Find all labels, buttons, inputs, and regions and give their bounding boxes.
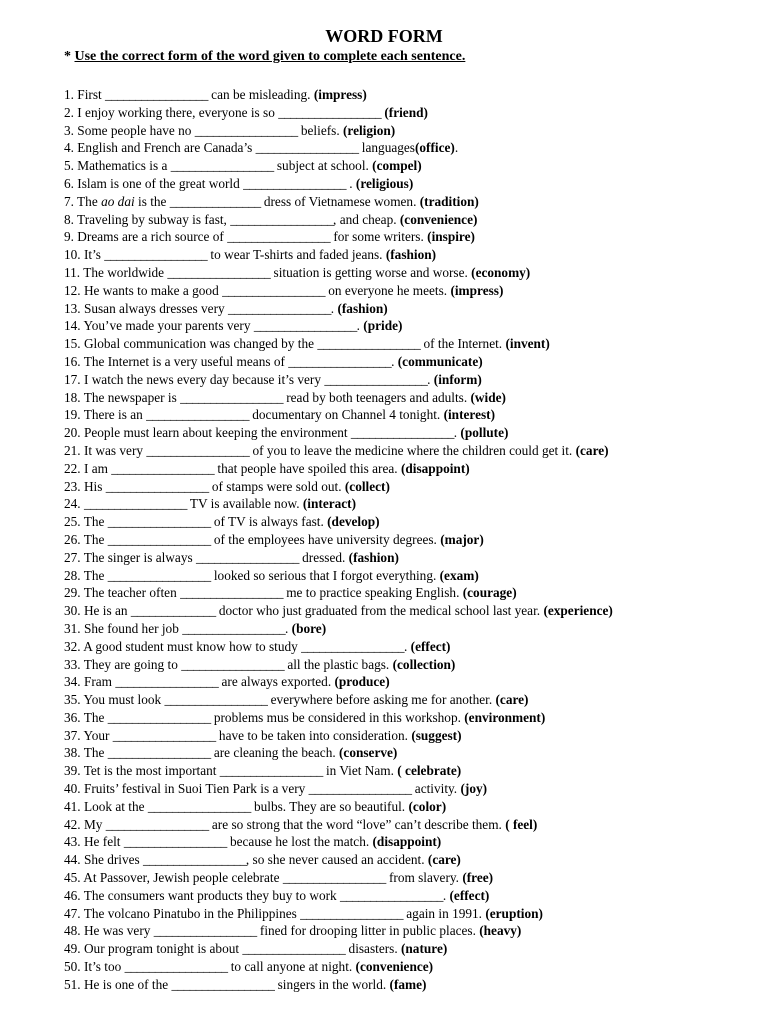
sentence-text: activity.	[411, 781, 461, 797]
answer-blank: _________________	[180, 585, 283, 601]
exercise-item	[64, 193, 613, 211]
exercise-item	[64, 887, 613, 905]
sentence-text: 47. The volcano Pinatubo in the Philippines	[64, 905, 301, 921]
instruction-marker: *	[64, 49, 75, 64]
sentence-text: for some writers.	[330, 229, 428, 245]
answer-blank: _________________	[107, 745, 211, 761]
word-hint: (nature)	[400, 941, 448, 957]
sentence-text: all the plastic bags.	[284, 656, 393, 672]
sentence-text: 23. His	[64, 478, 106, 494]
answer-blank: _________________	[105, 478, 209, 494]
word-hint: (conserve)	[339, 745, 398, 761]
sentence-text: .	[442, 887, 450, 903]
exercise-item	[64, 122, 613, 140]
sentence-text: 50. It’s too	[64, 959, 125, 975]
exercise-list	[64, 86, 613, 994]
answer-blank: _________________	[153, 923, 257, 939]
sentence-text: .	[391, 353, 398, 369]
exercise-item	[64, 620, 613, 638]
sentence-text: of the Internet.	[420, 336, 506, 352]
answer-blank: _________________	[167, 264, 271, 280]
sentence-text: 3. Some people have no	[64, 122, 195, 138]
sentence-text: 18. The newspaper is	[64, 389, 181, 405]
exercise-item	[64, 246, 613, 264]
exercise-item	[64, 958, 613, 976]
exercise-item	[64, 567, 613, 585]
sentence-text: 15. Global communication was changed by the	[64, 336, 318, 352]
word-hint: (exam)	[439, 567, 479, 583]
word-hint: ( celebrate)	[397, 763, 462, 779]
italic-term: ao dai	[101, 193, 135, 209]
exercise-item	[64, 584, 613, 602]
word-hint: (courage)	[462, 585, 517, 601]
sentence-text: dressed.	[298, 549, 349, 565]
sentence-text: 40. Fruits’ festival in Suoi Tien Park is a very	[64, 781, 309, 797]
sentence-text: 32. A good student must know how to study	[64, 638, 302, 654]
answer-blank: _________________	[107, 709, 211, 725]
sentence-text: dress of Vietnamese women.	[260, 193, 420, 209]
sentence-text: 27. The singer is always	[64, 549, 196, 565]
sentence-text: 13. Susan always dresses very	[64, 300, 228, 316]
sentence-text: can be misleading.	[207, 87, 314, 102]
answer-blank: _________________	[222, 282, 325, 298]
word-hint: (care)	[495, 692, 529, 708]
sentence-text: of the employees have university degrees.	[210, 531, 441, 547]
word-hint: (effect)	[449, 887, 490, 903]
word-hint: (friend)	[384, 104, 428, 120]
sentence-text: 46. The consumers want products they buy to work	[64, 887, 340, 903]
sentence-text: 38. The	[64, 745, 108, 761]
word-hint: (heavy)	[479, 923, 522, 939]
answer-blank: _________________	[194, 122, 298, 138]
exercise-item	[64, 478, 613, 496]
word-hint: (disappoint)	[372, 834, 442, 850]
sentence-text: .	[330, 300, 338, 316]
exercise-item	[64, 709, 613, 727]
sentence-text: of you to leave the medicine where the children could get it.	[249, 442, 576, 458]
sentence-text: of TV is always fast.	[210, 514, 328, 530]
answer-blank: _________________	[171, 976, 275, 992]
word-hint: (collection)	[392, 656, 456, 672]
word-hint: (office)	[414, 140, 455, 156]
sentence-text: 39. Tet is the most important	[64, 763, 220, 779]
sentence-text: fined for drooping litter in public places.	[256, 923, 480, 939]
sentence-text: 26. The	[64, 531, 108, 547]
sentence-text: 6. Islam is one of the great world	[64, 175, 244, 191]
sentence-text: doctor who just graduated from the medical school last year.	[215, 603, 544, 619]
sentence-text: to wear T-shirts and faded jeans.	[207, 247, 386, 263]
exercise-item	[64, 744, 613, 762]
word-hint: (bore)	[291, 620, 327, 636]
sentence-text: 25. The	[64, 514, 108, 530]
answer-blank: _________________	[243, 175, 346, 191]
word-hint: (experience)	[543, 603, 613, 619]
word-hint: (tradition)	[419, 193, 479, 209]
exercise-item	[64, 317, 613, 335]
word-hint: (wide)	[470, 389, 506, 405]
answer-blank: _________________	[105, 816, 209, 832]
sentence-text: of stamps were sold out.	[208, 478, 345, 494]
sentence-text: .	[285, 620, 292, 636]
sentence-text: 49. Our program tonight is about	[64, 941, 243, 957]
sentence-text: 43. He felt	[64, 834, 124, 850]
answer-blank: _________________	[182, 620, 286, 636]
answer-blank: _________________	[195, 549, 299, 565]
exercise-item	[64, 460, 613, 478]
sentence-text: 7. The	[64, 193, 102, 209]
sentence-text: .	[403, 638, 411, 654]
answer-blank: _________________	[242, 941, 346, 957]
word-hint: (color)	[408, 798, 447, 814]
sentence-text: .	[453, 425, 461, 441]
sentence-text: 36. The	[64, 709, 108, 725]
word-hint: (economy)	[471, 264, 531, 280]
answer-blank: _________________	[181, 656, 285, 672]
sentence-text: me to practice speaking English.	[282, 585, 463, 601]
exercise-item	[64, 300, 613, 318]
word-hint: (communicate)	[397, 353, 483, 369]
answer-blank: _________________	[308, 781, 412, 797]
sentence-text: documentary on Channel 4 tonight.	[248, 407, 444, 423]
sentence-text: 42. My	[64, 816, 106, 832]
word-hint: (pollute)	[460, 425, 509, 441]
word-hint: (religion)	[342, 122, 396, 138]
answer-blank: _______________	[169, 193, 261, 209]
sentence-text: .	[356, 318, 364, 334]
word-hint: (free)	[462, 870, 494, 886]
exercise-item	[64, 104, 613, 122]
sentence-text: again in 1991.	[402, 905, 486, 921]
exercise-item	[64, 833, 613, 851]
answer-blank: _________________	[164, 692, 268, 708]
answer-blank: _________________	[317, 336, 421, 352]
answer-blank: _________________	[230, 211, 334, 227]
exercise-item	[64, 424, 613, 442]
answer-blank: _________________	[324, 371, 428, 387]
worksheet-title: WORD FORM	[325, 26, 443, 46]
answer-blank: _________________	[105, 87, 208, 102]
word-hint: (environment)	[464, 709, 546, 725]
sentence-text: from slavery.	[385, 870, 463, 886]
answer-blank: _________________	[111, 460, 215, 476]
word-hint: (fashion)	[337, 300, 388, 316]
sentence-text: bulbs. They are so beautiful.	[250, 798, 409, 814]
answer-blank: _________________	[180, 389, 283, 405]
sentence-text: 5. Mathematics is a	[64, 158, 171, 174]
answer-blank: _________________	[107, 567, 211, 583]
exercise-item	[64, 282, 613, 300]
sentence-text: 31. She found her job	[64, 620, 183, 636]
exercise-item	[64, 371, 613, 389]
word-hint: (convenience)	[399, 211, 478, 227]
word-hint: (convenience)	[355, 959, 434, 975]
answer-blank: _________________	[300, 905, 403, 921]
sentence-text: 2. I enjoy working there, everyone is so	[64, 104, 279, 120]
sentence-text: 10. It’s	[64, 247, 105, 263]
sentence-text: disasters.	[345, 941, 401, 957]
sentence-text: on everyone he meets.	[324, 282, 451, 298]
sentence-text: problems mus be considered in this workshop.	[210, 709, 465, 725]
sentence-text: to call anyone at night.	[227, 959, 356, 975]
answer-blank: _________________	[301, 638, 404, 654]
answer-blank: _________________	[170, 158, 274, 174]
sentence-text: 41. Look at the	[64, 798, 148, 814]
answer-blank: _________________	[104, 247, 208, 263]
answer-blank: _________________	[146, 442, 250, 458]
exercise-item	[64, 798, 613, 816]
word-hint: (care)	[575, 442, 609, 458]
exercise-item	[64, 175, 613, 193]
sentence-text: are always exported.	[218, 674, 335, 690]
sentence-text: , so she never caused an accident.	[245, 852, 428, 868]
word-hint: (religious)	[355, 175, 414, 191]
exercise-item	[64, 228, 613, 246]
exercise-item	[64, 656, 613, 674]
exercise-item	[64, 549, 613, 567]
exercise-item	[64, 602, 613, 620]
word-hint: (eruption)	[485, 905, 543, 921]
word-hint: (invent)	[505, 336, 550, 352]
answer-blank: _________________	[107, 531, 211, 547]
sentence-text: 14. You’ve made your parents very	[64, 318, 254, 334]
word-hint: (pride)	[363, 318, 403, 334]
word-hint: (effect)	[410, 638, 451, 654]
word-hint: (suggest)	[411, 727, 462, 743]
word-hint: (disappoint)	[400, 460, 470, 476]
answer-blank: _________________	[227, 229, 331, 245]
sentence-text: 19. There is an	[64, 407, 147, 423]
word-hint: (inspire)	[427, 229, 475, 245]
sentence-text: in Viet Nam.	[322, 763, 398, 779]
answer-blank: _________________	[83, 496, 187, 512]
exercise-item	[64, 157, 613, 175]
exercise-item	[64, 673, 613, 691]
sentence-text: , and cheap.	[333, 211, 400, 227]
exercise-item	[64, 851, 613, 869]
exercise-item	[64, 727, 613, 745]
exercise-item	[64, 816, 613, 834]
sentence-text: beliefs.	[297, 122, 343, 138]
sentence-text: 20. People must learn about keeping the environment	[64, 425, 351, 441]
exercise-item	[64, 335, 613, 353]
sentence-text: looked so serious that I forgot everything.	[210, 567, 440, 583]
exercise-item	[64, 922, 613, 940]
answer-blank: _________________	[143, 852, 246, 868]
word-hint: (care)	[427, 852, 461, 868]
exercise-item	[64, 780, 613, 798]
answer-blank: _________________	[340, 887, 443, 903]
word-hint: (compel)	[372, 158, 422, 174]
answer-blank: ______________	[130, 603, 216, 619]
sentence-text: .	[454, 140, 459, 156]
word-hint: (interest)	[443, 407, 496, 423]
sentence-text: 22. I am	[64, 460, 112, 476]
sentence-text: 29. The teacher often	[64, 585, 181, 601]
sentence-text: .	[345, 175, 356, 191]
exercise-item	[64, 264, 613, 282]
exercise-item	[64, 531, 613, 549]
word-hint: (interact)	[302, 496, 357, 512]
answer-blank: _________________	[219, 763, 323, 779]
exercise-item	[64, 353, 613, 371]
sentence-text: 45. At Passover, Jewish people celebrate	[64, 870, 283, 886]
instruction-line	[64, 48, 465, 66]
sentence-text: .	[427, 371, 434, 387]
answer-blank: _________________	[107, 514, 211, 530]
sentence-text: 24.	[64, 496, 84, 512]
word-hint: (impress)	[313, 87, 367, 102]
sentence-text: 33. They are going to	[64, 656, 182, 672]
exercise-item	[64, 691, 613, 709]
answer-blank: _________________	[227, 300, 331, 316]
sentence-text: 30. He is an	[64, 603, 131, 619]
word-hint: (inform)	[433, 371, 482, 387]
sentence-text: 12. He wants to make a good	[64, 282, 223, 298]
word-hint: (develop)	[327, 514, 380, 530]
word-hint: (fame)	[389, 976, 427, 992]
exercise-item	[64, 638, 613, 656]
answer-blank: _________________	[350, 425, 454, 441]
sentence-text: 21. It was very	[64, 442, 147, 458]
answer-blank: _________________	[124, 959, 228, 975]
word-hint: (impress)	[450, 282, 504, 298]
answer-blank: _________________	[123, 834, 227, 850]
answer-blank: _________________	[253, 318, 357, 334]
word-hint: (joy)	[460, 781, 488, 797]
sentence-text: TV is available now.	[186, 496, 303, 512]
answer-blank: _________________	[288, 353, 392, 369]
sentence-text: 44. She drives	[64, 852, 144, 868]
exercise-item	[64, 406, 613, 424]
sentence-text: that people have spoiled this area.	[214, 460, 401, 476]
sentence-text: have to be taken into consideration.	[215, 727, 412, 743]
exercise-item	[64, 976, 613, 994]
exercise-item	[64, 762, 613, 780]
sentence-text: are cleaning the beach.	[210, 745, 339, 761]
word-hint: (fashion)	[348, 549, 399, 565]
exercise-item	[64, 86, 613, 104]
sentence-text: read by both teenagers and adults.	[282, 389, 471, 405]
sentence-text: 4. English and French are Canada’s	[64, 140, 256, 156]
sentence-text: 48. He was very	[64, 923, 154, 939]
exercise-item	[64, 211, 613, 229]
answer-blank: _________________	[146, 407, 249, 423]
exercise-item	[64, 905, 613, 923]
sentence-text: subject at school.	[273, 158, 373, 174]
sentence-text: because he lost the match.	[226, 834, 373, 850]
exercise-item	[64, 940, 613, 958]
answer-blank: _________________	[115, 674, 219, 690]
answer-blank: _________________	[282, 870, 386, 886]
instruction-text: Use the correct form of the word given to complete each sentence.	[74, 49, 466, 64]
answer-blank: _________________	[147, 798, 251, 814]
word-hint: ( feel)	[505, 816, 538, 832]
exercise-item	[64, 389, 613, 407]
word-hint: (collect)	[344, 478, 390, 494]
sentence-text: is the	[134, 193, 170, 209]
answer-blank: _________________	[255, 140, 359, 156]
sentence-text: 51. He is one of the	[64, 976, 172, 992]
sentence-text: 34. Fram	[64, 674, 116, 690]
word-hint: (major)	[440, 531, 484, 547]
sentence-text: 37. Your	[64, 727, 113, 743]
exercise-item	[64, 513, 613, 531]
sentence-text: situation is getting worse and worse.	[270, 264, 472, 280]
exercise-item	[64, 869, 613, 887]
word-hint: (fashion)	[385, 247, 437, 263]
sentence-text: 8. Traveling by subway is fast,	[64, 211, 231, 227]
exercise-item	[64, 495, 613, 513]
sentence-text: 1. First	[64, 87, 106, 102]
answer-blank: _________________	[112, 727, 216, 743]
sentence-text: languages	[358, 140, 415, 156]
sentence-text: 9. Dreams are a rich source of	[64, 229, 228, 245]
sentence-text: singers in the world.	[274, 976, 390, 992]
sentence-text: are so strong that the word “love” can’t describe them.	[208, 816, 506, 832]
sentence-text: 28. The	[64, 567, 108, 583]
answer-blank: _________________	[278, 104, 382, 120]
exercise-item	[64, 139, 613, 157]
exercise-item	[64, 442, 613, 460]
sentence-text: 35. You must look	[64, 692, 165, 708]
sentence-text: 17. I watch the news every day because it’s very	[64, 371, 325, 387]
sentence-text: 16. The Internet is a very useful means of	[64, 353, 289, 369]
sentence-text: 11. The worldwide	[64, 264, 168, 280]
word-hint: (produce)	[334, 674, 390, 690]
sentence-text: everywhere before asking me for another.	[267, 692, 496, 708]
